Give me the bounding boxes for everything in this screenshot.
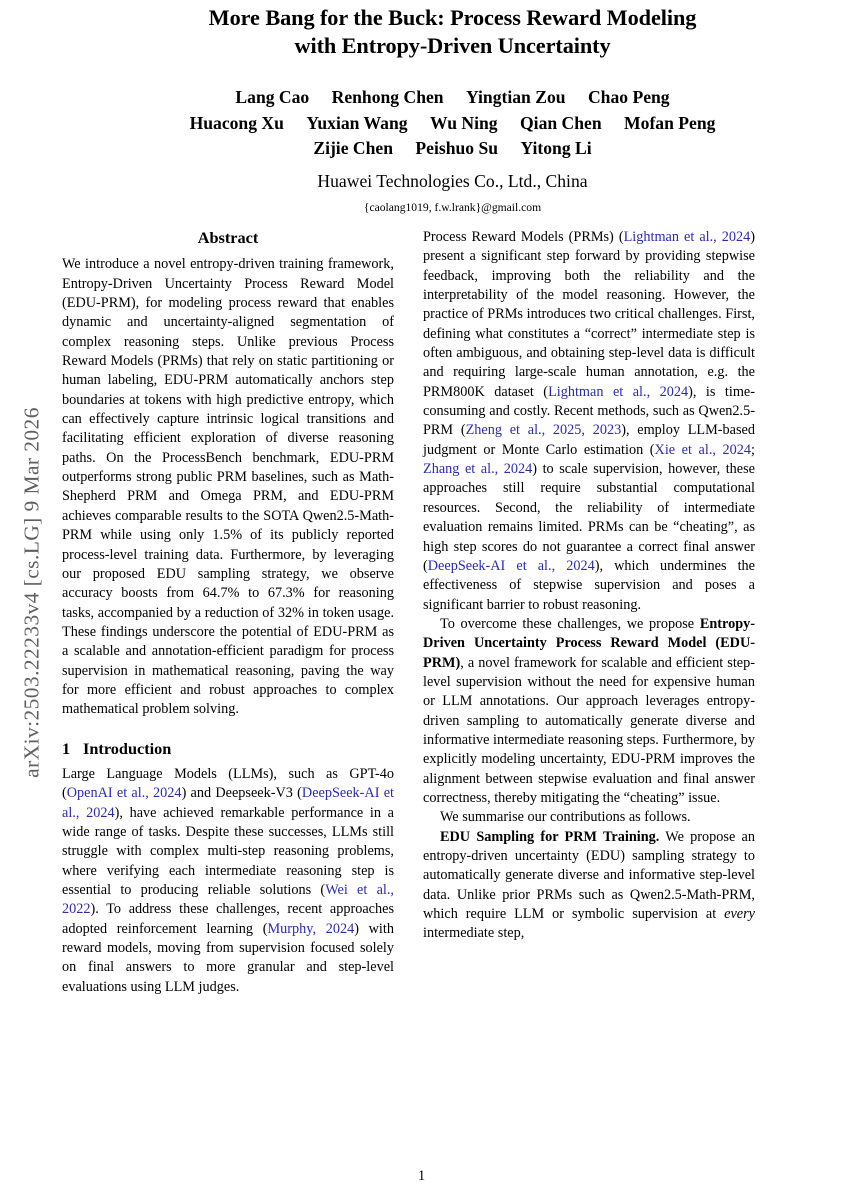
author-row-3 (62, 136, 843, 162)
body-columns (62, 228, 822, 1168)
title-line-2: with Entropy-Driven Uncertainty (294, 32, 611, 58)
intro-paragraph-1 (62, 765, 394, 997)
emphasis-word: every (724, 906, 755, 923)
text-run: ), which undermines the effectiveness of stepwise supervision and poses a significant barrier to robust reasoning. (423, 557, 755, 613)
text-run: ) and Deepseek-V3 ( (181, 785, 302, 802)
section-number: 1 (62, 738, 71, 758)
citation-link[interactable]: OpenAI et al., 2024 (66, 785, 182, 802)
text-run: We propose an entropy-driven uncertainty (EDU) sampling strategy to automatically generate diverse and informative step-level data. Unlike prior PRMs such as Qwen2.5-Math-PRM, which require LLM or symbolic supervision at (423, 828, 755, 923)
author-name: Zijie Chen (313, 138, 393, 158)
text-run: ; (751, 441, 755, 458)
section-title: Introduction (83, 738, 172, 758)
author-name: Peishuo Su (415, 138, 499, 158)
citation-link[interactable]: DeepSeek-AI et al., 2024 (62, 785, 394, 821)
abstract-heading: Abstract (197, 228, 259, 247)
author-name: Huacong Xu (189, 112, 284, 133)
right-column (423, 228, 755, 1168)
author-name: Yingtian Zou (465, 87, 566, 107)
text-run: To overcome these challenges, we propose (440, 615, 700, 632)
page-number: 1 (417, 1168, 426, 1184)
author-name: Wu Ning (429, 112, 498, 133)
author-name: Yuxian Wang (306, 112, 408, 133)
text-run: Large Language Models (LLMs), such as GPT-4o ( (62, 765, 394, 802)
author-name: Renhong Chen (331, 87, 444, 107)
author-name: Yitong Li (520, 138, 592, 158)
title-line-1: More Bang for the Buck: Process Reward Modeling (208, 5, 697, 30)
author-row-1 (62, 85, 843, 111)
text-run: ) to scale supervision, however, these approaches still require substantial computational resources. Second, the reliability of intermediate evaluation remains limited. PRMs can be “cheating”, as high step scores do not guarantee a correct final answer ( (423, 461, 755, 574)
author-name: Mofan Peng (624, 112, 716, 133)
citation-link[interactable]: Zhang et al., 2024 (423, 461, 533, 478)
right-paragraph-4 (423, 828, 755, 944)
text-run: ) present a significant step forward by providing stepwise feedback, improving both the reliability and the interpretability of the model reasoning. However, the practice of PRMs introduces two critical challenges. First, defining what constitutes a “correct” intermediate step is often ambiguous, and obtaining step-level data is difficult and requiring large-scale human annotation, e.g. the PRM800K dataset ( (423, 229, 755, 400)
left-column (62, 228, 394, 1168)
citation-link[interactable]: Zheng et al., 2025, 2023 (465, 422, 622, 439)
citation-link[interactable]: Lightman et al., 2024 (623, 229, 751, 245)
paper-header (62, 0, 843, 215)
section-heading-introduction (62, 739, 394, 758)
right-paragraph-3: We summarise our contributions as follows. (440, 809, 691, 826)
citation-link[interactable]: Wei et al., 2022 (62, 882, 394, 918)
text-run: ). To address these challenges, recent approaches adopted reinforcement learning ( (62, 901, 394, 937)
text-run: ) with reward models, moving from supervision focused solely on final answers to more granular and step-level evaluations using LLM judges. (62, 920, 394, 995)
text-run: , a novel framework for scalable and efficient step-level supervision without the need for expensive human or LLM annotations. Our approach leverages entropy-driven sampling to automatically generate diverse and informative intermediate reasoning steps. Furthermore, by explicitly modeling uncertainty, EDU-PRM improves the alignment between stepwise evaluation and final answer correctness, thereby mitigating the “cheating” issue. (423, 654, 756, 806)
author-row-2 (62, 111, 843, 137)
affiliation: Huawei Technologies Co., Ltd., China (317, 170, 588, 191)
citation-link[interactable]: Xie et al., 2024 (654, 441, 752, 458)
citation-link[interactable]: Lightman et al., 2024 (548, 383, 689, 400)
text-run: ), have achieved remarkable performance in a wide range of tasks. Despite these successes, LLMs still struggle with complex multi-step reasoning problems, where verifying each intermediate reasoning step is essential to producing reliable solutions ( (62, 804, 394, 898)
author-name: Lang Cao (235, 87, 310, 107)
text-run: ), employ LLM-based judgment or Monte Carlo estimation ( (423, 422, 755, 458)
text-run: Process Reward Models (PRMs) ( (423, 229, 624, 245)
page-title (62, 0, 843, 59)
citation-link[interactable]: Murphy, 2024 (267, 920, 355, 937)
right-paragraph-2 (423, 615, 755, 808)
author-name: Qian Chen (520, 112, 602, 133)
arxiv-stamp-text: arXiv:2503.22233v4 [cs.LG] 9 Mar 2026 (19, 407, 44, 778)
abstract-text: We introduce a novel entropy-driven training framework, Entropy-Driven Uncertainty Process Reward Model (EDU-PRM), for modeling process reward that enables dynamic and uncertainty-aligned segmentation of complex reasoning steps. Unlike previous Process Reward Models (PRMs) that rely on static partitioning or human labeling, EDU-PRM automatically anchors step boundaries at tokens with high predictive entropy, which can effectively capture intrinsic logical transitions and facilitating efficient exploration of diverse reasoning paths. On the ProcessBench benchmark, EDU-PRM outperforms strong public PRM baselines, such as Math-Shepherd PRM and Omega PRM, and EDU-PRM achieves comparable results to the SOTA Qwen2.5-Math-PRM while using only 1.5% of its publicly reported process-level training data. Furthermore, by leveraging our proposed EDU sampling strategy, we observe accuracy boosts from 64.7% to 67.3% for reasoning tasks, accompanied by a reduction of 32% in token usage. These findings underscore the potential of EDU-PRM as a scalable and annotation-efficient paradigm for process supervision in mathematical reasoning, paving the way for more efficient and robust approaches to complex mathematical problem solving. (62, 256, 394, 718)
text-run: ), is time-consuming and costly. Recent methods, such as Qwen2.5-PRM ( (423, 383, 756, 439)
right-paragraph-1 (423, 228, 755, 615)
citation-link[interactable]: DeepSeek-AI et al., 2024 (427, 557, 595, 574)
author-name: Chao Peng (587, 87, 670, 107)
text-run: intermediate step, (423, 925, 525, 942)
contribution-heading: EDU Sampling for PRM Training. (440, 828, 660, 845)
method-name: Entropy-Driven Uncertainty Process Reward Model (EDU-PRM) (423, 615, 755, 671)
arxiv-stamp (0, 0, 62, 1200)
contact-email: {caolang1019, f.w.lrank}@gmail.com (363, 200, 542, 214)
author-list (62, 85, 843, 162)
